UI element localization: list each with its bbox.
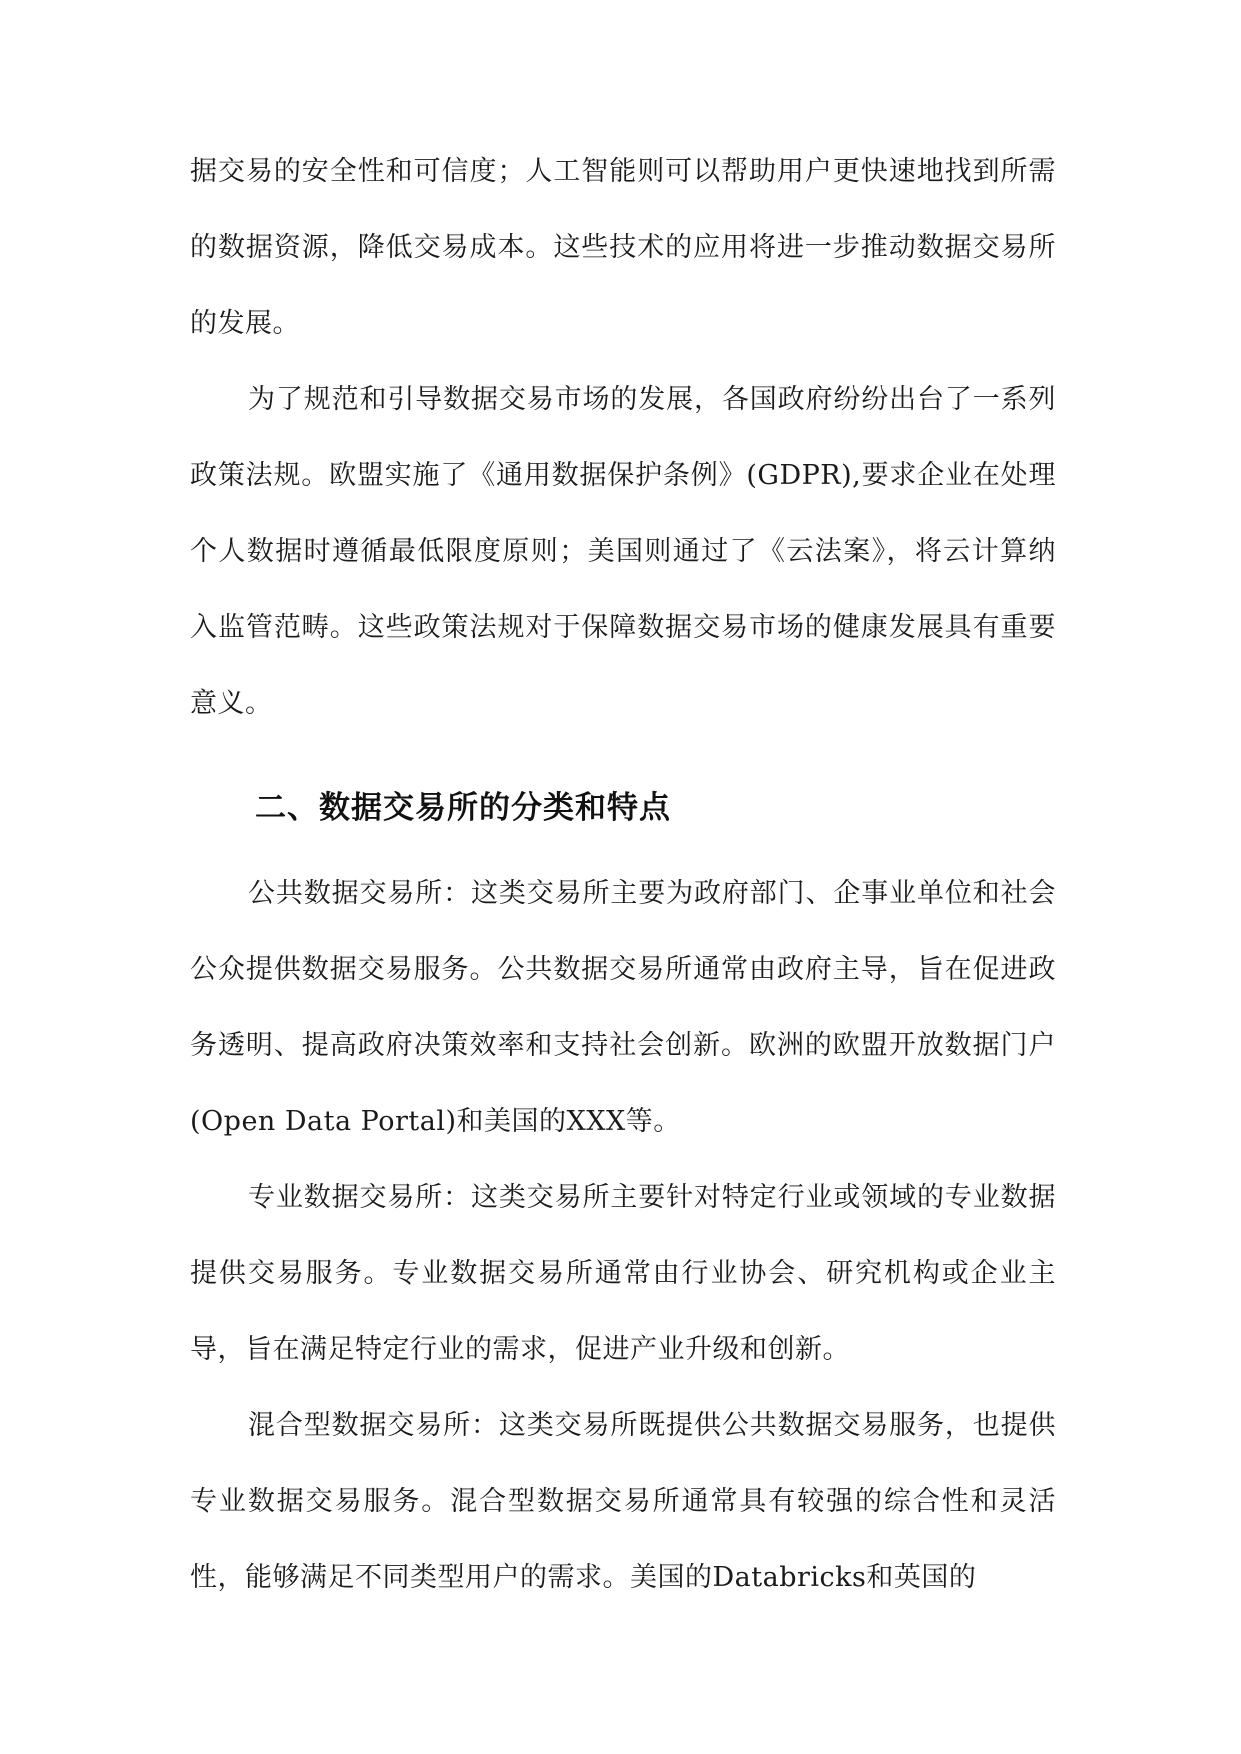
paragraph-professional-exchange: 专业数据交易所：这类交易所主要针对特定行业或领域的专业数据提供交易服务。专业数据交易所通常由行业协会、研究机构或企业主导，旨在满足特定行业的需求，促进产业升级和创新。 (190, 1182, 1056, 1365)
paragraph-public-exchange: 公共数据交易所：这类交易所主要为政府部门、企事业单位和社会公众提供数据交易服务。公共数据交易所通常由政府主导，旨在促进政务透明、提高政府决策效率和支持社会创新。欧洲的欧盟开放数据门户(Open Data Portal)和美国的XXX等。 (190, 878, 1056, 1137)
section-heading: 二、数据交易所的分类和特点 (255, 790, 671, 826)
section-two-text-block (190, 856, 1056, 1616)
paragraph-hybrid-exchange: 混合型数据交易所：这类交易所既提供公共数据交易服务，也提供专业数据交易服务。混合型数据交易所通常具有较强的综合性和灵活性，能够满足不同类型用户的需求。美国的Databricks和英国的 (190, 1410, 1056, 1593)
top-text-block (190, 134, 1056, 742)
paragraph-policy-regulation: 为了规范和引导数据交易市场的发展，各国政府纷纷出台了一系列政策法规。欧盟实施了《通用数据保护条例》(GDPR),要求企业在处理个人数据时遵循最低限度原则；美国则通过了《云法案》，将云计算纳入监管范畴。这些政策法规对于保障数据交易市场的健康发展具有重要意义。 (190, 384, 1056, 719)
paragraph-tech-continuation: 据交易的安全性和可信度；人工智能则可以帮助用户更快速地找到所需的数据资源，降低交易成本。这些技术的应用将进一步推动数据交易所的发展。 (190, 156, 1056, 339)
